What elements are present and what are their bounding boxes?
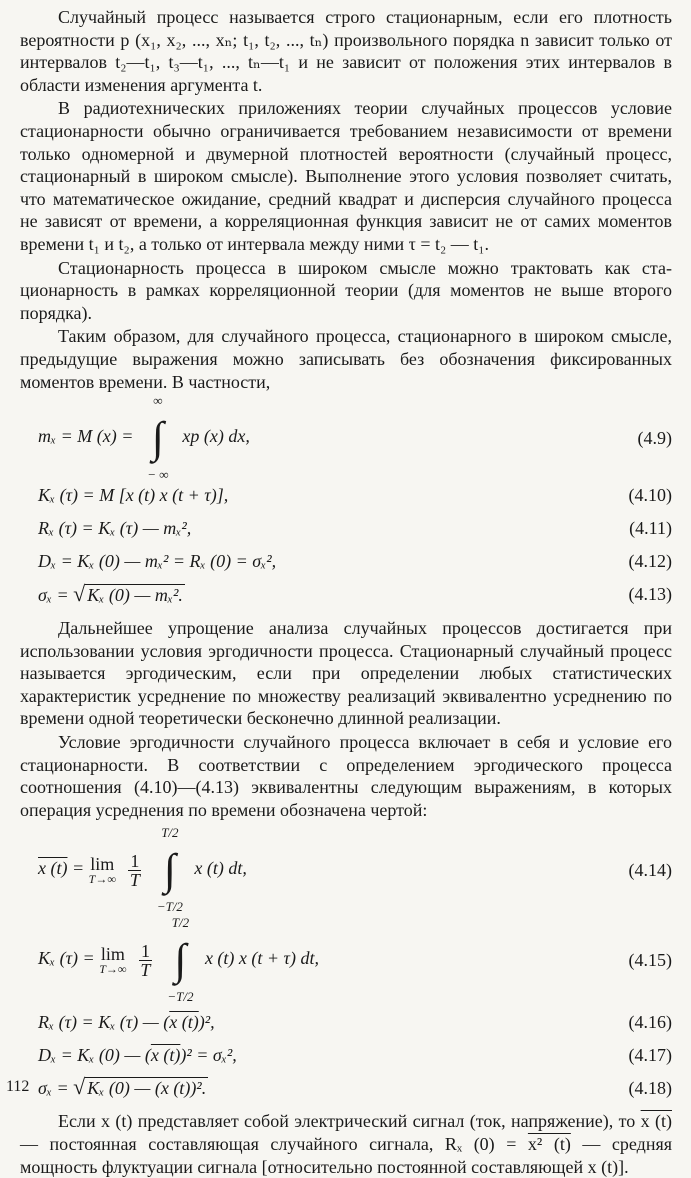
square-root: √ Kₓ (0) — (x (t))². — [73, 1074, 207, 1100]
eq-lhs: mₓ = M (x) = — [38, 426, 138, 447]
limit-subscript: T→∞ — [88, 871, 116, 886]
equation-number: (4.11) — [629, 518, 672, 539]
equation-group-2 — [20, 825, 672, 1104]
page-number: 112 — [6, 1078, 30, 1095]
limit: lim T→∞ — [99, 943, 127, 976]
integral-lower-limit: −T/2 — [167, 989, 194, 1005]
square-root: √ Kₓ (0) — mₓ². — [73, 580, 183, 606]
integral-sign: T/2 ∫ −T/2 — [150, 848, 190, 892]
equation-4-15 — [20, 915, 672, 1005]
radicand: Kₓ (0) — (x (t))². — [87, 1078, 207, 1099]
eq-rhs: x (t) dt, — [194, 858, 247, 879]
limit: lim T→∞ — [88, 853, 116, 886]
integral-upper-limit: ∞ — [153, 393, 163, 409]
eq-lhs: σₓ = — [38, 584, 74, 605]
equation-4-14 — [20, 825, 672, 915]
paragraph: В радиотехнических приложениях теории случайных процессов условие стационарности обычно ограничивается требованием независимости от времени только одномерной и двумерной плотностей вероятности (случайный процесс, стационарный в широком смысле). Выполнение этого условия позволяет считать, что математическое ожидание, средний квадрат и дисперсия случайного процесса не зависят от времени, а корреляционная функция зависит не от самих моментов времени t₁ и t₂, а только от интервала между ними τ = t₂ — t₁. — [20, 98, 672, 254]
integral-upper-limit: T/2 — [161, 825, 179, 841]
equation-4-10 — [20, 479, 672, 512]
equation-4-13 — [20, 578, 672, 611]
fraction: $\frac{1}{T}$ — [140, 940, 151, 980]
paragraph: Дальнейшее упрощение анализа случайных процессов достигается при использовании условия эргодичности процесса. Стационарный случайный процесс называется эргодическим, если при определении любых статистических характеристик усреднение по множеству реализаций эквивалентно усреднению по времени одной теоретически бесконечно длинной реализации. — [20, 618, 672, 729]
overlined-term: x (t) — [150, 1044, 181, 1065]
integral-sign: ∞ ∫ − ∞ — [138, 416, 178, 460]
paragraph: Случайный процесс называется строго стационарным, если его плотность вероятности p (x₁, x₂, ..., xₙ; t₁, t₂, ..., tₙ) произвольного порядка n зависит только от интервалов t₂—t₁, t₃—t₁, ..., tₙ—t₁ и не зависит от положения этих интервалов в области изменения аргумента t. — [20, 7, 672, 95]
equation-4-11 — [20, 512, 672, 545]
integral-upper-limit: T/2 — [171, 915, 190, 931]
eq-text: Kₓ (τ) = M [x (t) x (t + τ)], — [38, 485, 229, 506]
paragraph: Стационарность процесса в широком смысле можно трактовать как стационарность в рамках корреляционной теории (для моментов не выше второго порядка). — [20, 257, 672, 323]
equation-number: (4.17) — [628, 1044, 672, 1065]
eq-rhs: xp (x) dx, — [182, 426, 250, 447]
integral-lower-limit: −T/2 — [156, 899, 183, 915]
equation-4-16: Rₓ (τ) = Kₓ (τ) — (x (t))², (4.16) — [38, 1011, 672, 1032]
overlined-term: x² (t) — [527, 1134, 571, 1155]
integral-lower-limit: − ∞ — [147, 467, 169, 483]
eq-text: Dₓ = Kₓ (0) — mₓ² = Rₓ (0) = σₓ², — [38, 551, 277, 572]
equation-number: (4.14) — [628, 860, 672, 881]
eq-lhs-overlined: x (t) — [38, 858, 68, 879]
equation-number: (4.10) — [628, 485, 672, 506]
fraction: $\frac{1}{T}$ — [129, 850, 140, 890]
eq-rhs: x (t) x (t + τ) dt, — [204, 948, 319, 969]
equation-number: (4.13) — [628, 584, 672, 605]
equation-4-17: Dₓ = Kₓ (0) — (x (t))² = σₓ², (4.17) — [38, 1044, 672, 1065]
limit-subscript: T→∞ — [99, 961, 127, 976]
overlined-term: x (t) — [169, 1011, 199, 1032]
eq-lhs-rest: = — [67, 858, 89, 879]
integral-sign: T/2 ∫ −T/2 — [160, 938, 200, 982]
equation-number: (4.16) — [628, 1011, 672, 1032]
equation-number: (4.18) — [628, 1077, 672, 1098]
overlined-term: x (t) — [640, 1111, 672, 1132]
final-paragraph: Если x (t) представляет собой электрический сигнал (ток, напряжение), то x (t) — постоянная составляющая случайного сигнала, Rₓ (0) = x² (t) — средняя мощность флуктуации сигнала [относительно постоянной составляющей x (t)]. — [20, 1111, 673, 1177]
page — [20, 6, 672, 1178]
equation-4-9 — [20, 393, 672, 483]
paragraph: Условие эргодичности случайного процесса включает в себя и условие его стационарности. В соответствии с определением эргодического процесса соотношения (4.10)—(4.13) эквивалентны следующим выражениям, в которых операция усреднения по времени обозначена чертой: — [20, 732, 672, 820]
eq-lhs: σₓ = — [38, 1078, 74, 1099]
equation-number: (4.9) — [637, 427, 672, 448]
paragraph: Таким образом, для случайного процесса, стационарного в широком смысле, предыдущие выражения можно записывать без обозначения фиксированных моментов времени. В частности, — [20, 326, 672, 392]
equation-4-18 — [20, 1071, 672, 1104]
equation-4-12 — [20, 545, 672, 578]
eq-text: Rₓ (τ) = Kₓ (τ) — mₓ², — [38, 518, 192, 539]
equation-number: (4.15) — [628, 950, 672, 971]
equation-group-1 — [20, 393, 672, 611]
radicand: Kₓ (0) — mₓ². — [87, 584, 183, 605]
eq-lhs: Kₓ (τ) = — [38, 948, 100, 969]
equation-number: (4.12) — [628, 551, 672, 572]
